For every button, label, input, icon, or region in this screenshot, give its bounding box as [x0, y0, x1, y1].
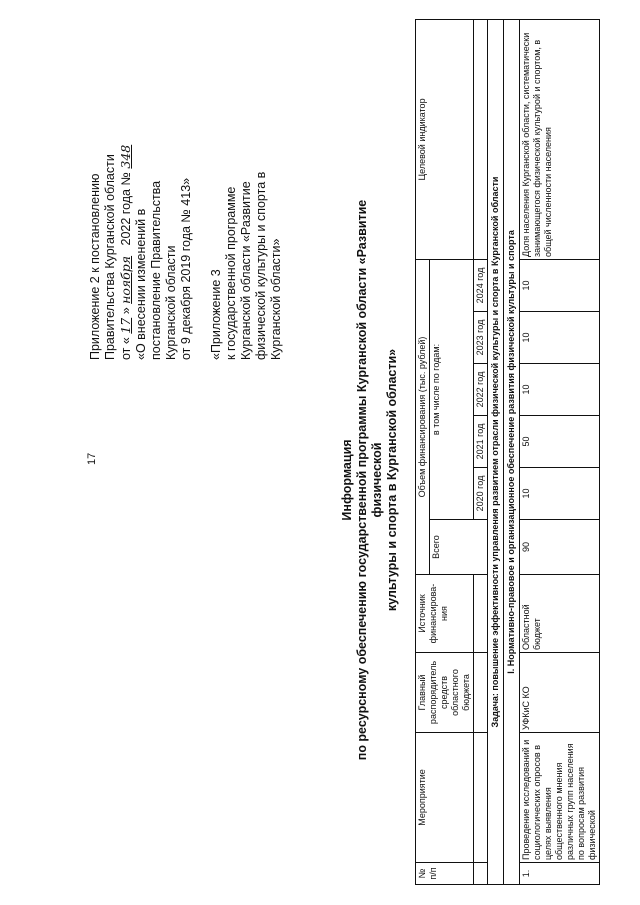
- annex-line: к государственной программе: [224, 186, 238, 360]
- handwritten-number: 348: [118, 144, 133, 169]
- row-event: Проведение исследований и социологических опросов в целях выявления общественного мнения различных групп населения по вопросам развития физической: [520, 733, 600, 863]
- task-row: [488, 19, 504, 884]
- header-total: Всего: [430, 520, 488, 575]
- section-row: [504, 19, 520, 884]
- annex-line: Курганской области: [164, 245, 178, 360]
- row-target: Доля населения Курганской области, систематически занимающегося физической культурой и спортом, в общей численности населения: [520, 19, 600, 259]
- header-volume: Объем финансирования (тыс. рублей): [416, 259, 430, 574]
- annex-date-line: [118, 75, 134, 360]
- section-text: I. Нормативно-правовое и организационное обеспечение развития физической культуры и спорта: [504, 19, 520, 884]
- annex-line: постановление Правительства: [149, 180, 163, 360]
- spacer: [194, 75, 209, 360]
- header-manager: Главный распорядитель средств областного бюджета: [416, 653, 474, 733]
- row-year-2020: 10: [520, 468, 600, 520]
- header-spacer: [474, 733, 488, 863]
- header-spacer: [474, 19, 488, 259]
- header-year: 2024 год: [474, 259, 488, 311]
- table-years-row: [474, 19, 488, 884]
- row-total: 90: [520, 520, 600, 575]
- annex-line: Курганской области «Развитие: [239, 181, 253, 360]
- table-row: [520, 19, 600, 884]
- resource-table: [415, 19, 600, 885]
- annex-line: «О внесении изменений в: [134, 208, 148, 360]
- header-event: Мероприятие: [416, 733, 474, 863]
- row-manager: УФКиС КО: [520, 653, 600, 733]
- annex-date-year: 2022 года №: [119, 172, 133, 246]
- annex-line: от 9 декабря 2019 года № 413»: [179, 177, 193, 360]
- row-source: Областной бюджет: [520, 575, 600, 653]
- annex-block: [88, 75, 284, 360]
- header-year: 2021 год: [474, 416, 488, 468]
- title-line: культуры и спорта в Курганской области»: [385, 348, 399, 612]
- handwritten-day: 17: [118, 317, 133, 334]
- header-spacer: [474, 575, 488, 653]
- header-target: Целевой индикатор: [416, 19, 474, 259]
- annex-line: «Приложение 3: [209, 269, 223, 360]
- annex-line: Приложение 2 к постановлению: [88, 173, 102, 360]
- row-year-2024: 10: [520, 259, 600, 311]
- page-number: 17: [86, 452, 98, 465]
- row-year-2023: 10: [520, 312, 600, 364]
- header-spacer: [474, 653, 488, 733]
- row-year-2022: 10: [520, 364, 600, 416]
- row-year-2021: 50: [520, 416, 600, 468]
- annex-line: Правительства Курганской области: [103, 154, 117, 360]
- row-num: 1.: [520, 863, 600, 885]
- annex-line: Курганской области»: [269, 238, 283, 360]
- title-line: по ресурсному обеспечению государственной программы Курганской области «Развитие физической: [355, 199, 384, 761]
- header-year: 2022 год: [474, 364, 488, 416]
- table-header-row: [416, 19, 430, 884]
- task-text: Задача: повышение эффективности управления развитием отрасли физической культуры и спорта в Курганской области: [488, 19, 504, 884]
- title-line: Информация: [340, 439, 354, 521]
- header-year: 2020 год: [474, 468, 488, 520]
- annex-date-quote: »: [119, 307, 133, 315]
- annex-line: физической культуры и спорта в: [254, 171, 268, 360]
- document-title: [340, 165, 400, 795]
- annex-date-prefix: от «: [119, 337, 133, 360]
- header-spacer: [474, 863, 488, 885]
- header-source: Источник финансирова-ния: [416, 575, 474, 653]
- header-num: № п/п: [416, 863, 474, 885]
- header-year: 2023 год: [474, 312, 488, 364]
- handwritten-month: ноября: [118, 255, 133, 304]
- header-by-years: в том числе по годам:: [430, 259, 474, 519]
